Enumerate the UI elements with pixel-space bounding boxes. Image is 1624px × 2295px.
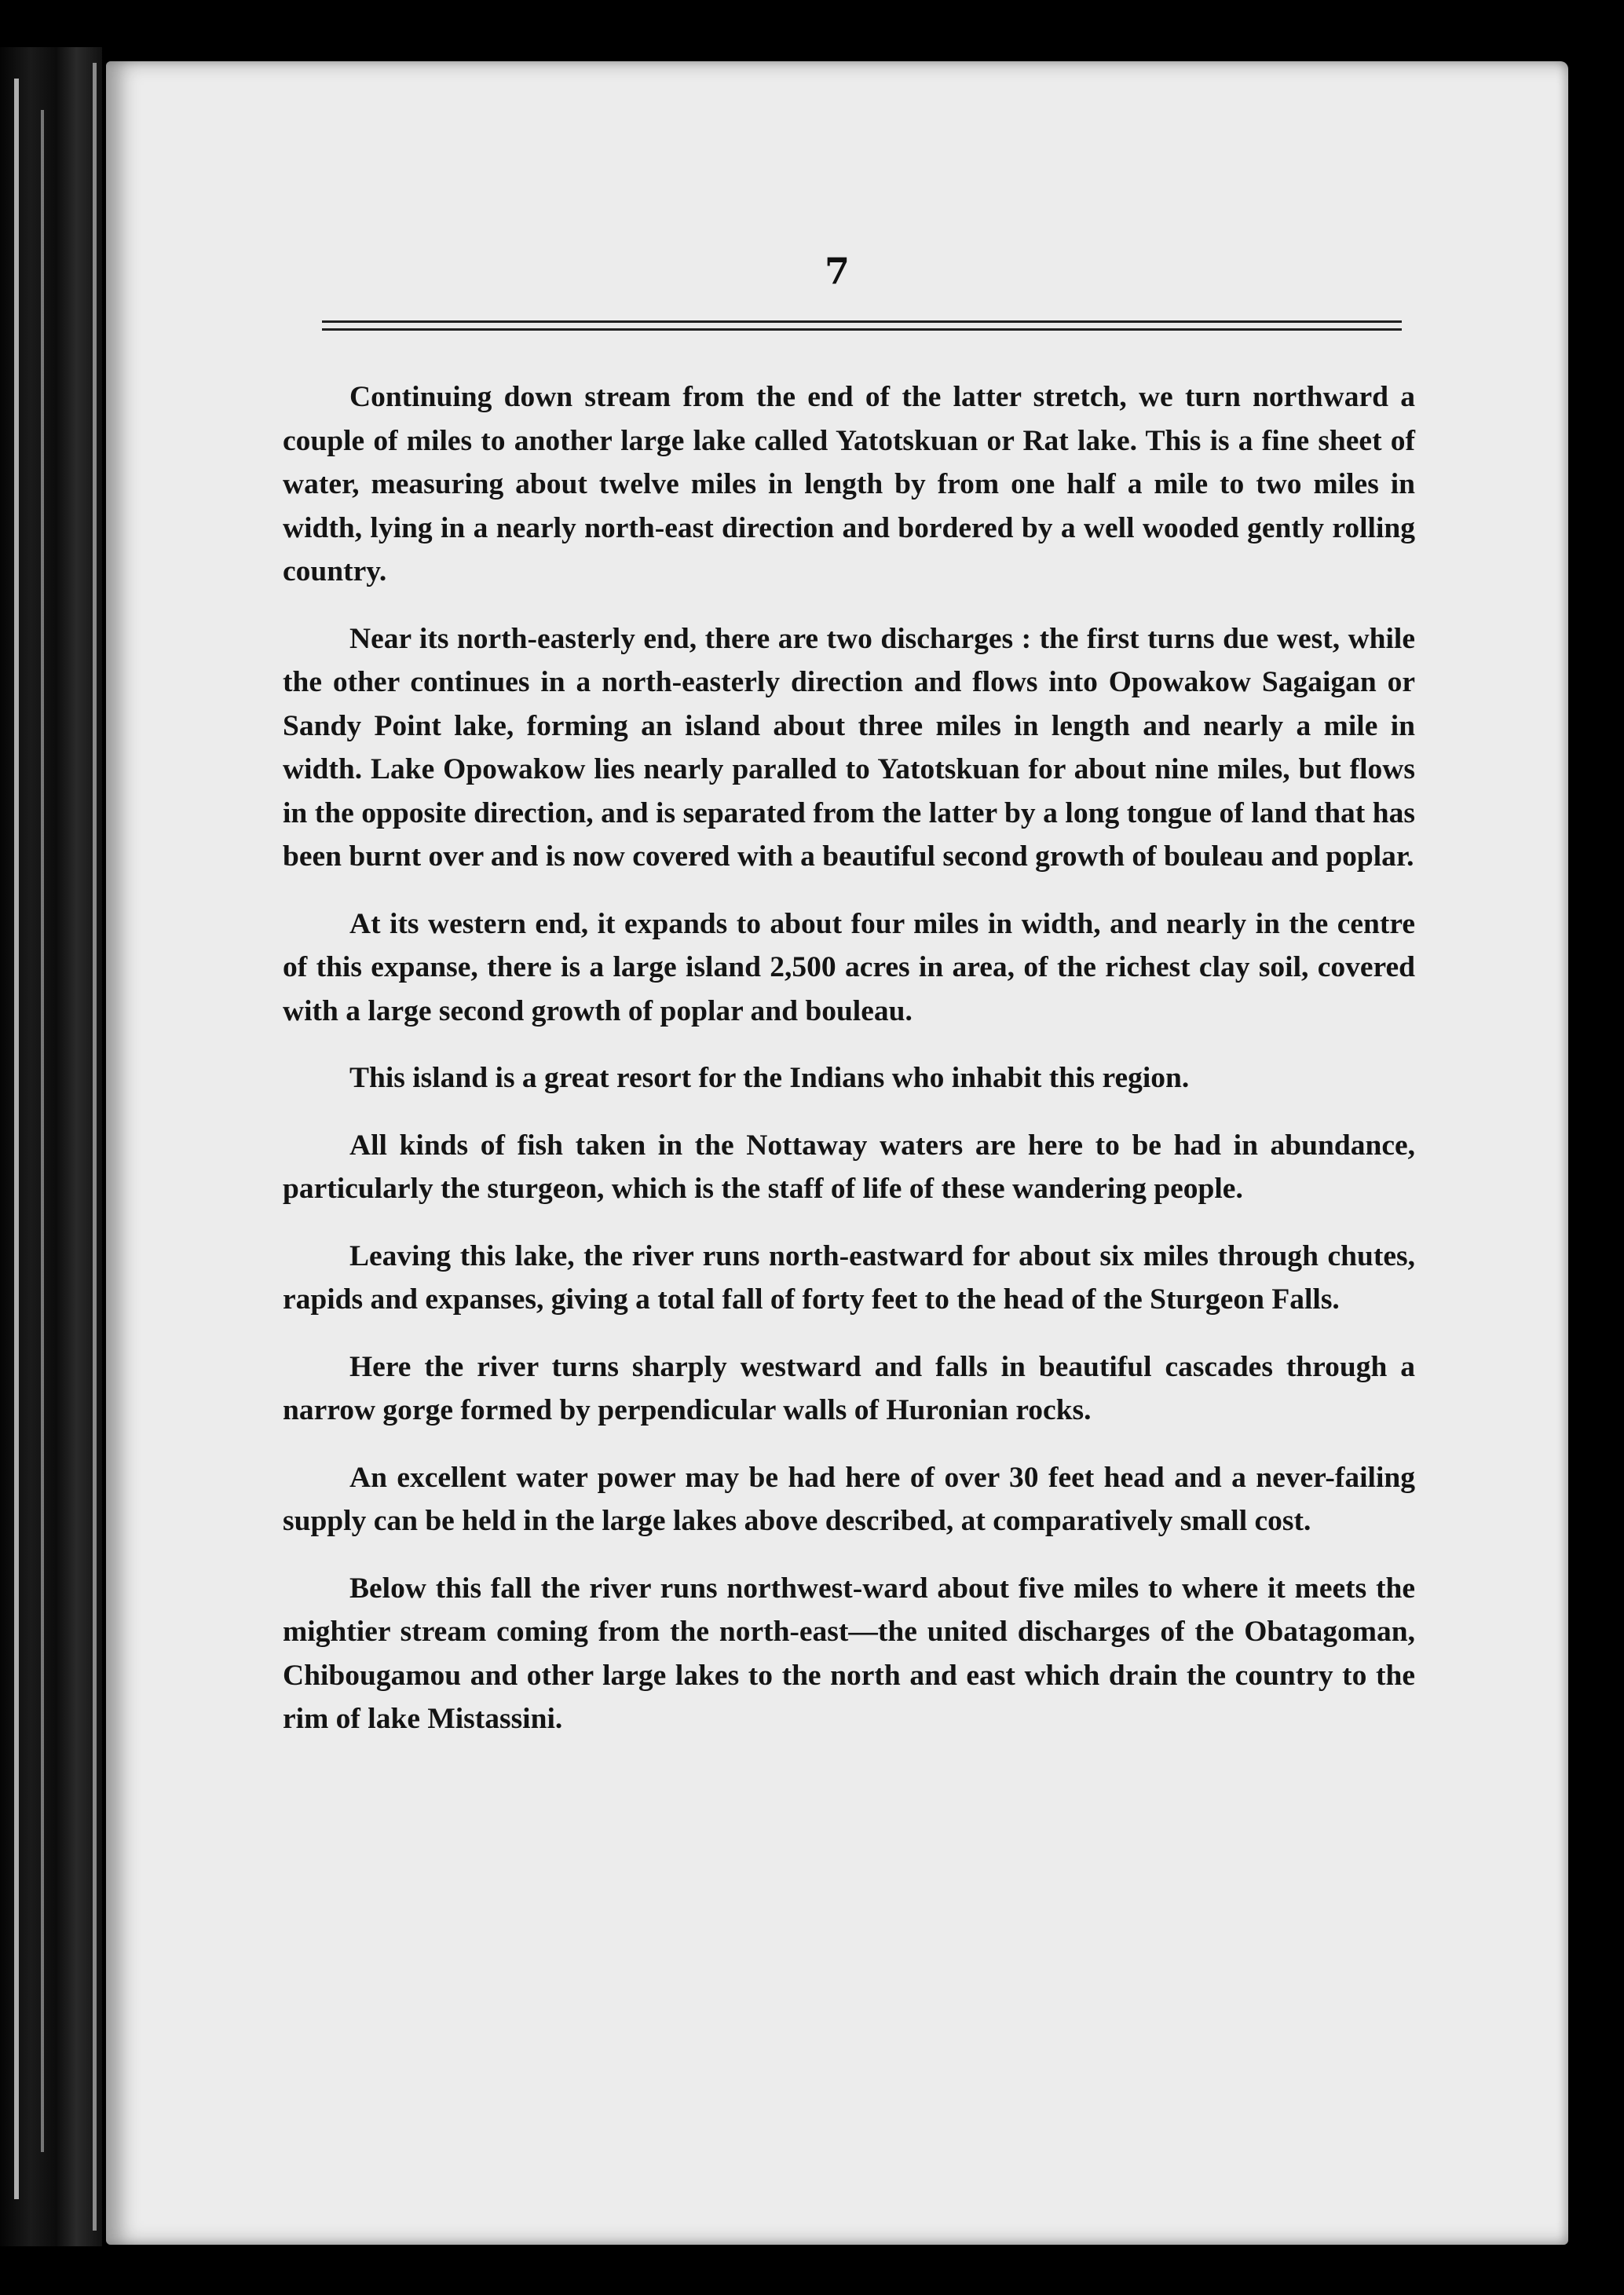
paragraph: Here the river turns sharply westward and falls in beautiful cascades through a narrow gorge formed by perpendicular walls of Huronian rocks.: [283, 1350, 1415, 1426]
page-number: 7: [824, 250, 850, 292]
binding-edge: [93, 63, 97, 2231]
paragraph: Leaving this lake, the river runs north-eastward for about six miles through chutes, rapids and expanses, giving a total fall of forty feet to the head of the Sturgeon Falls.: [283, 1239, 1415, 1316]
body-text: [283, 375, 1415, 1765]
binding-edge: [41, 110, 44, 2152]
paragraph: All kinds of fish taken in the Nottaway waters are here to be had in abundance, particularly the sturgeon, which is the staff of life of these wandering people.: [283, 1129, 1415, 1205]
paragraph: Below this fall the river runs northwest-ward about five miles to where it meets the mightier stream coming from the north-east—the united discharges of the Obatagoman, Chibougamou and other large lakes to the north and east which drain the country to the rim of lake Mistassini.: [283, 1572, 1415, 1735]
paragraph: At its western end, it expands to about four miles in width, and nearly in the centre of this expanse, there is a large island 2,500 acres in area, of the richest clay soil, covered with a large second growth of poplar and bouleau.: [283, 907, 1415, 1027]
header-rule: [322, 328, 1402, 331]
book-page: [106, 61, 1568, 2245]
paragraph: An excellent water power may be had here of over 30 feet head and a never-failing supply can be held in the large lakes above described, at comparatively small cost.: [283, 1461, 1415, 1537]
paragraph: Near its north-easterly end, there are two discharges : the first turns due west, while the other continues in a north-easterly direction and flows into Opowakow Sagaigan or Sandy Point lake, forming an island about three miles in length and nearly a mile in width. Lake Opowakow lies nearly paralled to Yatotskuan for about nine miles, but flows in the opposite direction, and is separated from the latter by a long tongue of land that has been burnt over and is now covered with a beautiful second growth of bouleau and poplar.: [283, 622, 1415, 873]
paragraph: This island is a great resort for the Indians who inhabit this region.: [349, 1062, 1190, 1094]
book-binding: [0, 47, 102, 2246]
binding-edge: [14, 79, 19, 2199]
paragraph: Continuing down stream from the end of the latter stretch, we turn northward a couple of miles to another large lake called Yatotskuan or Rat lake. This is a fine sheet of water, measuring about twelve miles in length by from one half a mile to two miles in width, lying in a nearly north-east direction and bordered by a well wooded gently rolling country.: [283, 381, 1415, 587]
header-rule: [322, 320, 1402, 323]
